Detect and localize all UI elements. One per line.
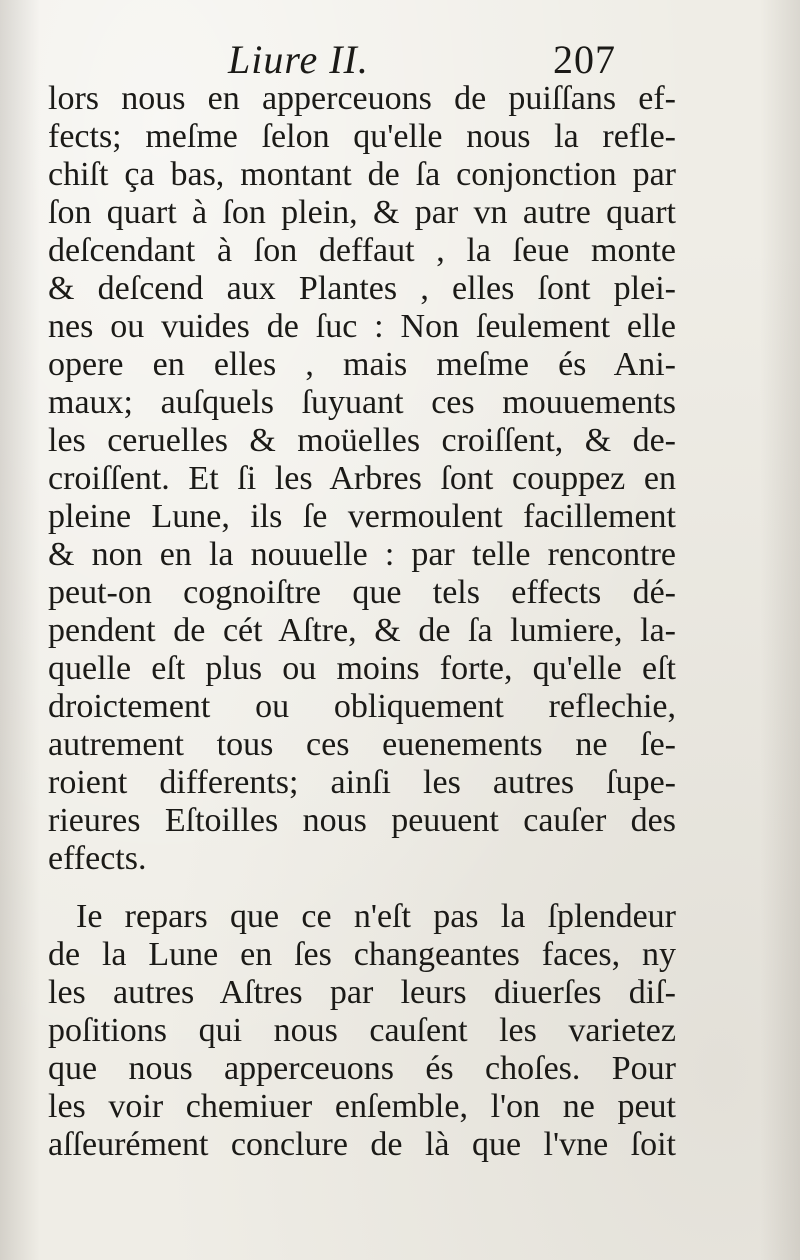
text-line: ſon quart à ſon plein, & par vn autre quart <box>48 194 676 231</box>
text-line: fects; meſme ſelon qu'elle nous la refle- <box>48 118 676 155</box>
text-line: opere en elles , mais meſme és Ani- <box>48 346 676 383</box>
text-line: pleine Lune, ils ſe vermoulent facillement <box>48 498 676 535</box>
text-line: chiſt ça bas, montant de ſa conjonction par <box>48 156 676 193</box>
text-line: quelle eſt plus ou moins forte, qu'elle eſt <box>48 650 676 687</box>
text-line: poſitions qui nous cauſent les varietez <box>48 1012 676 1049</box>
text-line: effects. <box>48 840 147 877</box>
paragraph-1 <box>48 80 676 878</box>
paragraph-2 <box>48 898 676 1164</box>
paragraph-gap <box>48 878 676 898</box>
text-line: pendent de cét Aſtre, & de ſa lumiere, la- <box>48 612 676 649</box>
text-line: les ceruelles & moüelles croiſſent, & de- <box>48 422 676 459</box>
text-line: peut-on cognoiſtre que tels effects dé- <box>48 574 676 611</box>
text-line: maux; auſquels ſuyuant ces mouuements <box>48 384 676 421</box>
text-line: roient differents; ainſi les autres ſupe- <box>48 764 676 801</box>
body-text <box>48 80 676 1164</box>
text-line: que nous apperceuons és choſes. Pour <box>48 1050 676 1087</box>
text-line: les voir chemiuer enſemble, l'on ne peut <box>48 1088 676 1125</box>
text-line: droictement ou obliquement reflechie, <box>48 688 676 725</box>
text-line: nes ou vuides de ſuc : Non ſeulement elle <box>48 308 676 345</box>
text-line: lors nous en apperceuons de puiſſans ef- <box>48 80 676 117</box>
text-line: les autres Aſtres par leurs diuerſes diſ- <box>48 974 676 1011</box>
page-number: 207 <box>553 37 616 82</box>
text-line: autrement tous ces euenements ne ſe- <box>48 726 676 763</box>
text-line: deſcendant à ſon deffaut , la ſeue monte <box>48 232 676 269</box>
text-line: croiſſent. Et ſi les Arbres ſont couppez en <box>48 460 676 497</box>
text-line: Ie repars que ce n'eſt pas la ſplendeur <box>76 898 676 935</box>
text-line: & deſcend aux Plantes , elles ſont plei- <box>48 270 676 307</box>
page-left-edge-shadow <box>0 0 40 1260</box>
text-line: de la Lune en ſes changeantes faces, ny <box>48 936 676 973</box>
running-title: Liure II. <box>228 37 369 82</box>
page-right-edge-shadow <box>760 0 800 1260</box>
text-line: aſſeurément conclure de là que l'vne ſoit <box>48 1126 676 1163</box>
text-line: rieures Eſtoilles nous peuuent cauſer des <box>48 802 676 839</box>
text-line: & non en la nouuelle : par telle rencontre <box>48 536 676 573</box>
